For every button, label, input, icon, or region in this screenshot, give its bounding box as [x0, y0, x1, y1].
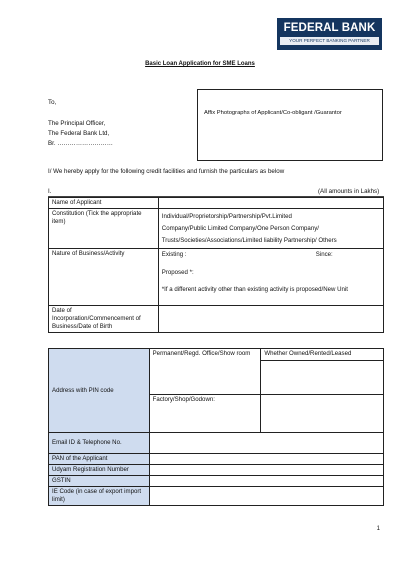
address-label: Address with PIN code	[49, 349, 150, 433]
federal-bank-logo	[277, 18, 382, 50]
address-line-3: Br. ………………………	[48, 140, 113, 147]
name-label: Name of Applicant	[49, 198, 159, 209]
address-line-2: The Federal Bank Ltd,	[48, 130, 110, 137]
proposed-label: Proposed *:	[161, 269, 194, 276]
gstin-label: GSTIN	[49, 476, 150, 487]
address-line-1: The Principal Officer,	[48, 120, 106, 127]
logo-name: FEDERAL BANK	[283, 22, 376, 34]
address-to: To,	[48, 99, 57, 106]
email-label: Email ID & Telephone No.	[49, 433, 150, 454]
owned-field[interactable]	[261, 361, 384, 395]
ie-code-label: IE Code (in case of export import limit)	[49, 487, 150, 506]
constitution-label: Constitution (Tick the appropriate item)	[49, 209, 159, 249]
amounts-note: (All amounts in Lakhs)	[318, 188, 380, 195]
udyam-field[interactable]	[149, 465, 383, 476]
factory-ownership-field[interactable]	[261, 395, 384, 433]
since-label: Since:	[315, 251, 333, 258]
page-title: Basic Loan Application for SME Loans	[145, 61, 255, 67]
address-table	[48, 348, 384, 506]
gstin-field[interactable]	[149, 476, 383, 487]
logo-tagline: YOUR PERFECT BANKING PARTNER	[280, 37, 379, 45]
date-label: Date of Incorporation/Commencement of Business/Date of Birth	[49, 306, 159, 333]
photo-box	[197, 89, 383, 161]
page-number: 1	[376, 526, 380, 532]
name-field[interactable]	[158, 198, 383, 209]
constitution-field[interactable]	[158, 209, 383, 249]
udyam-label: Udyam Registration Number	[49, 465, 150, 476]
pan-field[interactable]	[149, 454, 383, 465]
email-field[interactable]	[149, 433, 383, 454]
constitution-option-3: Trusts/Societies/Associations/Limited liability Partnership/ Others	[161, 237, 337, 244]
ie-code-field[interactable]	[149, 487, 383, 506]
nature-field[interactable]	[158, 249, 383, 306]
applicant-table	[48, 197, 384, 333]
office-field[interactable]: Permanent/Regd. Office/Show room	[149, 349, 261, 395]
existing-label: Existing :	[161, 251, 187, 258]
request-text: I/ We hereby apply for the following credit facilities and furnish the particulars as below	[48, 168, 285, 175]
activity-note: *If a different activity other than existing activity is proposed/New Unit	[161, 286, 348, 293]
factory-field[interactable]: Factory/Shop/Godown:	[149, 395, 261, 433]
nature-label: Nature of Business/Activity	[49, 249, 159, 306]
owned-label: Whether Owned/Rented/Leased	[261, 349, 384, 361]
date-field[interactable]	[158, 306, 383, 333]
pan-label: PAN of the Applicant	[49, 454, 150, 465]
section-number: I.	[48, 188, 52, 195]
constitution-option-2: Company/Public Limited Company/One Person Company/	[161, 225, 319, 232]
photo-box-label: Affix Photographs of Applicant/Co-obligant /Guarantor	[204, 110, 342, 116]
constitution-option-1: Individual/Proprietorship/Partnership/Pvt.Limited	[161, 213, 292, 220]
